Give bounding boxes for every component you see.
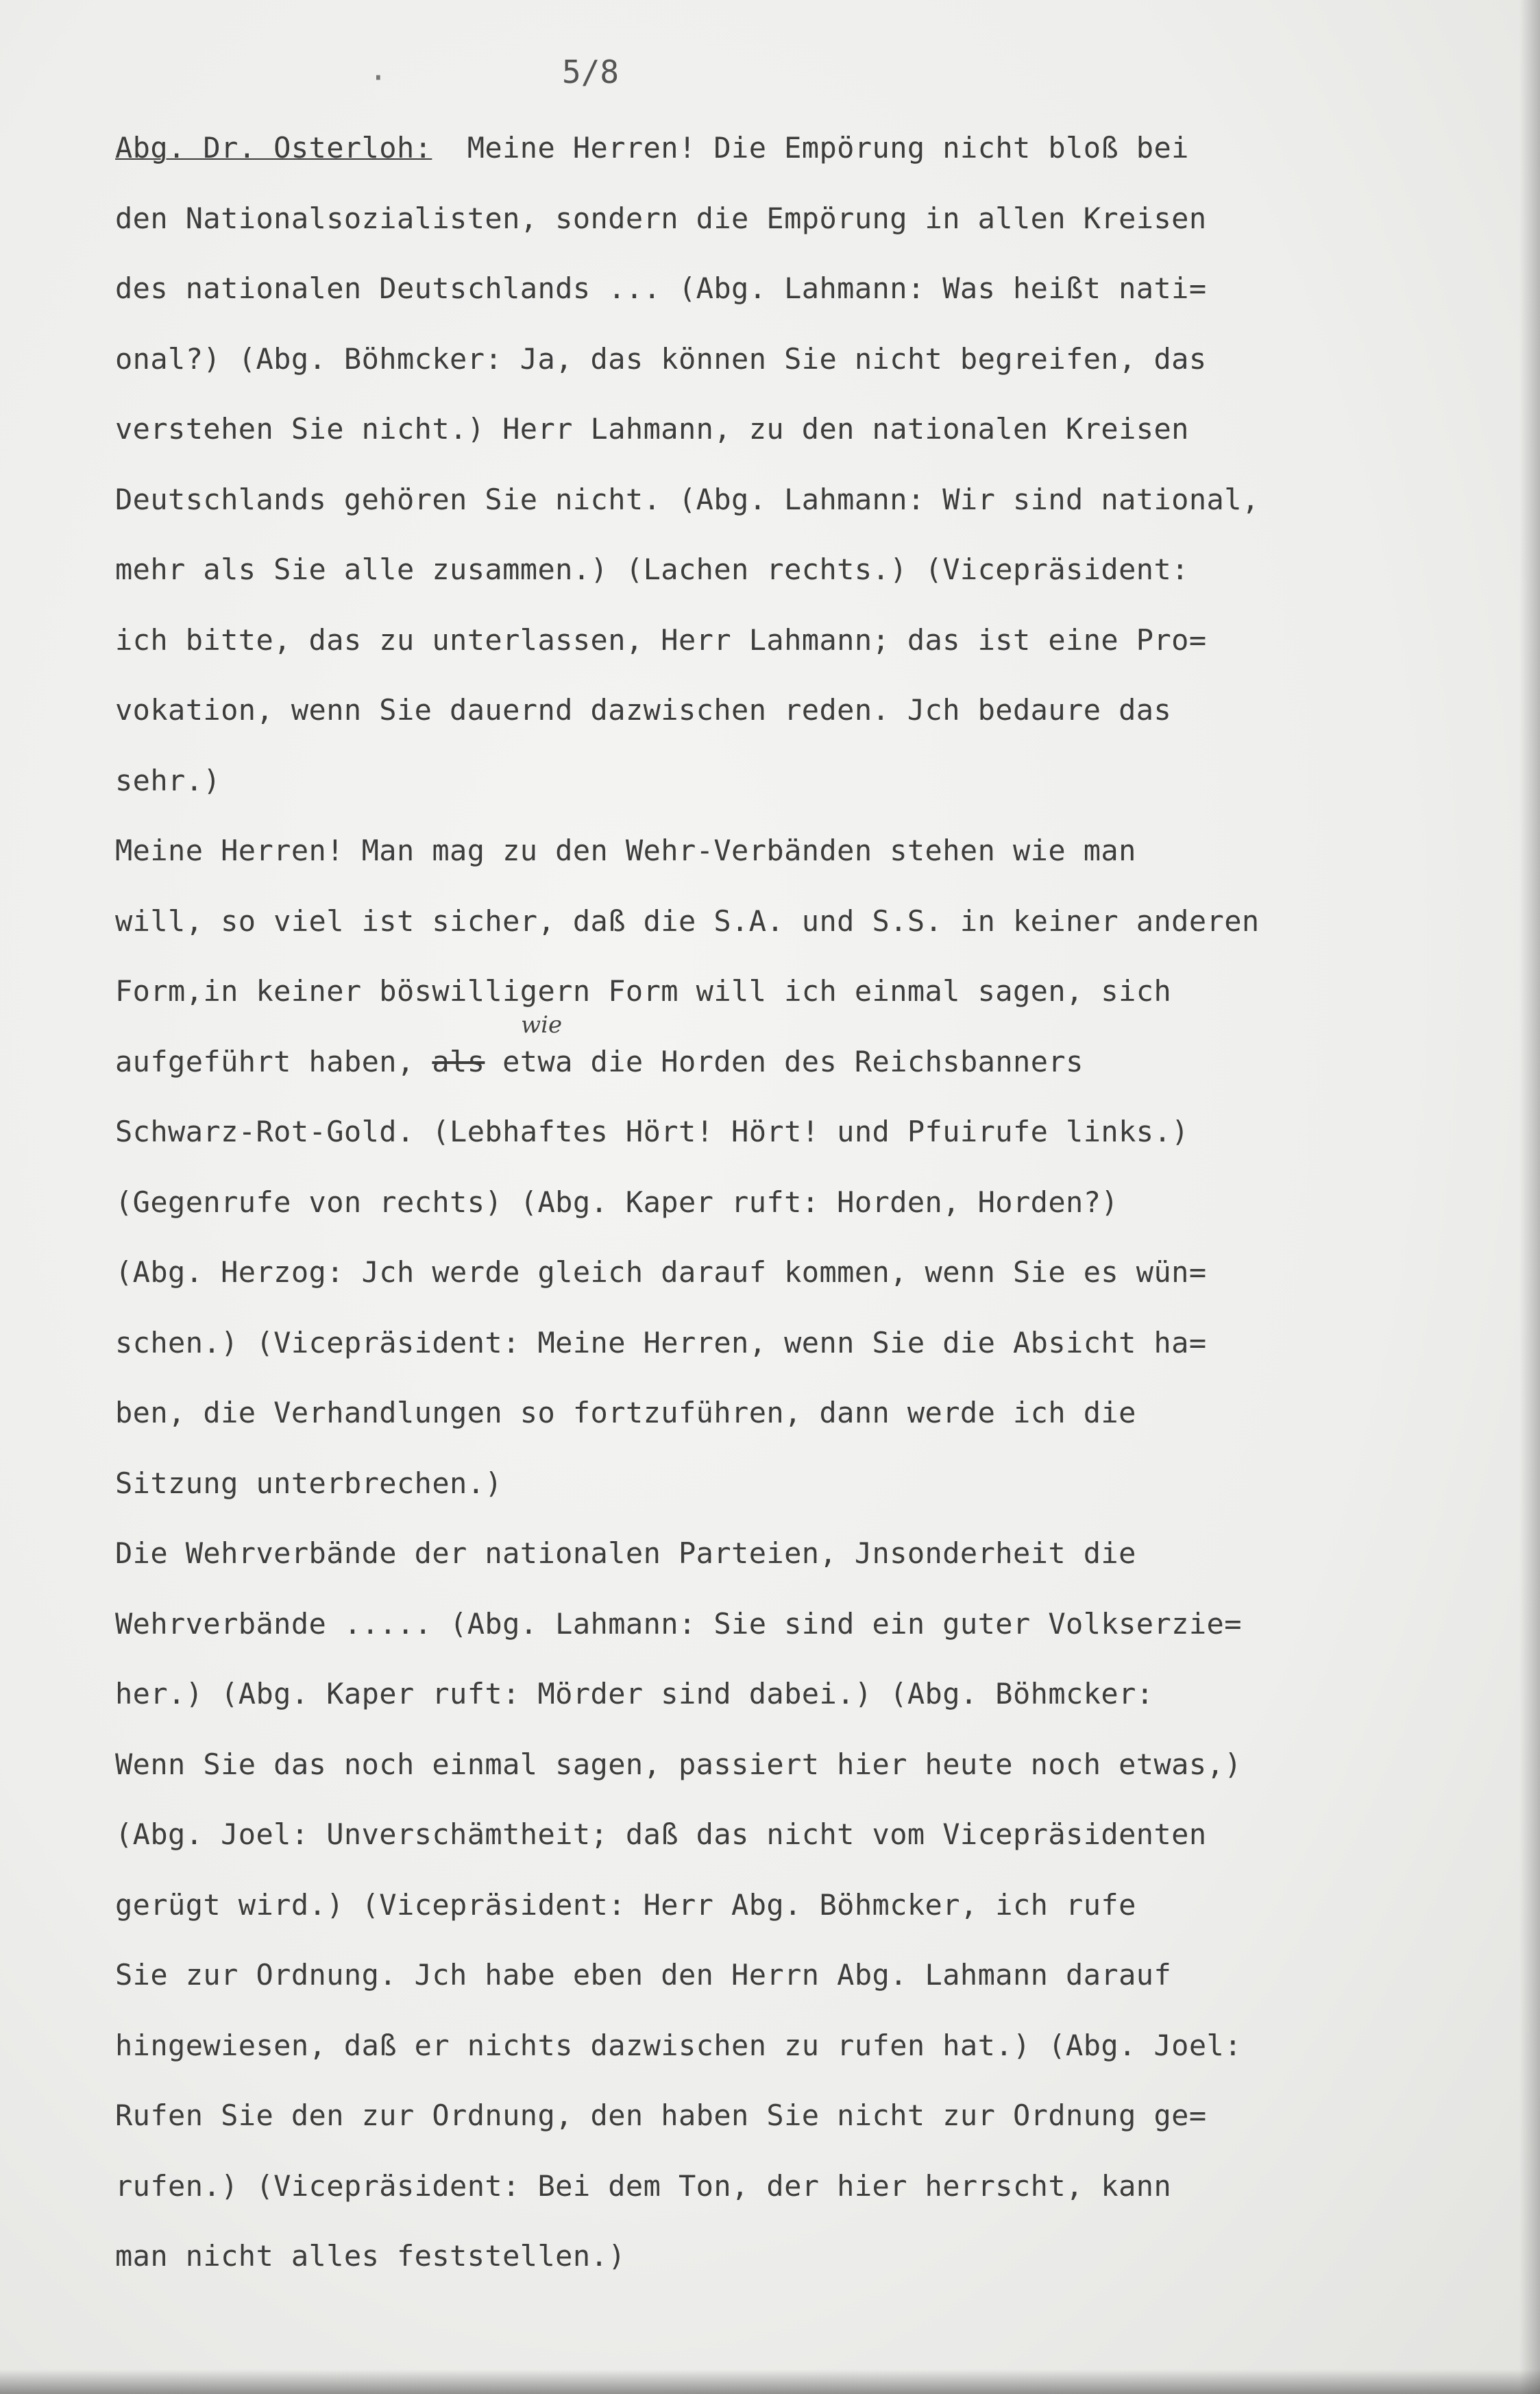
text-line: onal?) (Abg. Böhmcker: Ja, das können Sie nicht begreifen, das (115, 341, 1207, 376)
text-line: den Nationalsozialisten, sondern die Empörung in allen Kreisen (115, 201, 1207, 235)
text-line: schen.) (Vicepräsident: Meine Herren, wenn Sie die Absicht ha= (115, 1325, 1207, 1359)
page-edge-shadow-bottom (0, 2369, 1540, 2394)
text-line: Wenn Sie das noch einmal sagen, passiert hier heute noch etwas,) (115, 1747, 1242, 1781)
page-number: 5/8 (562, 53, 620, 90)
text-line: hingewiesen, daß er nichts dazwischen zu rufen hat.) (Abg. Joel: (115, 2028, 1242, 2062)
handwritten-insertion: wie (521, 1011, 563, 1039)
text-line: Sitzung unterbrechen.) (115, 1466, 503, 1500)
transcript-body (115, 113, 1527, 2292)
text-line: des nationalen Deutschlands ... (Abg. Lahmann: Was heißt nati= (115, 271, 1207, 305)
text-line: Abg. Dr. Osterloh: Meine Herren! Die Empörung nicht bloß bei (115, 131, 1189, 165)
text-line: Deutschlands gehören Sie nicht. (Abg. Lahmann: Wir sind national, (115, 482, 1260, 516)
text-line: Meine Herren! Man mag zu den Wehr-Verbänden stehen wie man (115, 834, 1136, 867)
text-line: ich bitte, das zu unterlassen, Herr Lahmann; das ist eine Pro= (115, 622, 1207, 657)
text-line: mehr als Sie alle zusammen.) (Lachen rechts.) (Vicepräsident: (115, 553, 1189, 586)
text-line: sehr.) (115, 763, 221, 797)
text-line: (Gegenrufe von rechts) (Abg. Kaper ruft: Horden, Horden?) (115, 1185, 1119, 1219)
text-line: Form,in keiner böswilligern Form will ich einmal sagen, sich (115, 974, 1172, 1008)
text-line: Schwarz-Rot-Gold. (Lebhaftes Hört! Hört! und Pfuirufe links.) (115, 1115, 1189, 1148)
text-line: (Abg. Herzog: Jch werde gleich darauf kommen, wenn Sie es wün= (115, 1255, 1207, 1289)
text-line: Die Wehrverbände der nationalen Parteien, Jnsonderheit die (115, 1536, 1136, 1570)
text-line: ben, die Verhandlungen so fortzuführen, dann werde ich die (115, 1396, 1136, 1429)
text-line: her.) (Abg. Kaper ruft: Mörder sind dabei.) (Abg. Böhmcker: (115, 1677, 1154, 1710)
text-line: will, so viel ist sicher, daß die S.A. und S.S. in keiner anderen (115, 904, 1260, 938)
text-line: rufen.) (Vicepräsident: Bei dem Ton, der hier herrscht, kann (115, 2168, 1172, 2203)
text-line: (Abg. Joel: Unverschämtheit; daß das nicht vom Vicepräsidenten (115, 1817, 1207, 1851)
stray-mark: · (369, 59, 388, 96)
text-line: vokation, wenn Sie dauernd dazwischen reden. Jch bedaure das (115, 693, 1172, 727)
text-line: aufgeführt haben, als etwa die Horden des Reichsbanners (115, 1044, 1084, 1078)
text-line: man nicht alles feststellen.) (115, 2239, 626, 2273)
text-line: Rufen Sie den zur Ordnung, den haben Sie nicht zur Ordnung ge= (115, 2099, 1207, 2132)
text-line: Wehrverbände ..... (Abg. Lahmann: Sie sind ein guter Volkserzie= (115, 1606, 1242, 1641)
text-line: verstehen Sie nicht.) Herr Lahmann, zu den nationalen Kreisen (115, 412, 1189, 446)
text-line: Sie zur Ordnung. Jch habe eben den Herrn Abg. Lahmann darauf (115, 1958, 1172, 1992)
struck-word: als (432, 1044, 485, 1078)
text-line: gerügt wird.) (Vicepräsident: Herr Abg. Böhmcker, ich rufe (115, 1887, 1136, 1922)
speaker-label: Abg. Dr. Osterloh: (115, 131, 432, 165)
